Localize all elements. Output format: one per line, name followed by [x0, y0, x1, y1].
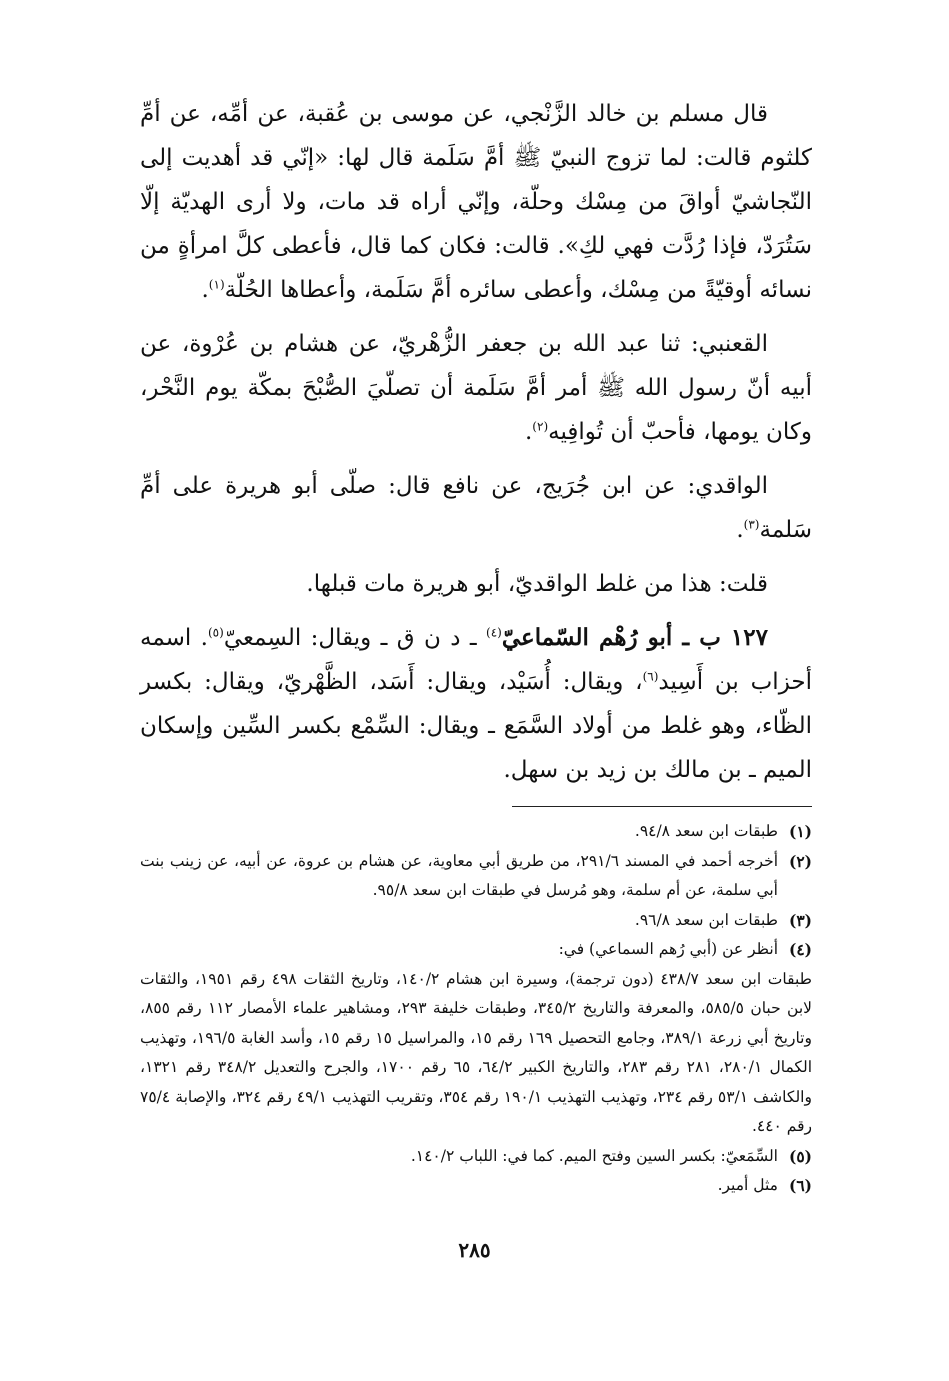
footnote-item: [140, 935, 812, 965]
footnote-divider: [512, 806, 812, 807]
paragraph-text: القعنبي: ثنا عبد الله بن جعفر الزُّهْريّ، عن هشام بن عُرْوة، عن أبيه أنّ رسول الله ﷺ أمر أمَّ سَلَمة أن تصلّيَ الصُّبْحَ بمكّة يوم النَّحْر، وكان يومها، فأحبّ أن تُوافِيه: [140, 331, 812, 445]
entry-heading: ١٢٧ ب ـ أبو رُهْم السّماعيّ: [501, 624, 768, 651]
paragraph-end: .: [524, 419, 533, 445]
footnote-text: أخرجه أحمد في المسند ٢٩١/٦، من طريق أبي معاوية، عن هشام بن عروة، عن أبيه، عن زينب بنت أبي سلمة، عن أم سلمة، وهو مُرسل في طبقات ابن سعد ٩٥/٨.: [140, 851, 778, 899]
footnote-item: [140, 1171, 812, 1201]
paragraph-1: [140, 92, 812, 312]
footnote-item-continued: [140, 965, 812, 1142]
paragraph-end: .: [201, 277, 209, 303]
paragraph-4: [140, 562, 812, 606]
footnote-text: أنظر عن (أبي رُهم السماعي) في:: [558, 940, 778, 958]
footnote-ref[interactable]: (٢): [532, 419, 549, 434]
footnote-number: (١): [788, 822, 812, 841]
footnote-ref[interactable]: (٣): [743, 517, 760, 532]
footnote-ref[interactable]: (١): [208, 277, 225, 292]
footnote-ref[interactable]: (٤): [486, 625, 502, 640]
paragraph-end: .: [736, 517, 744, 543]
footnote-number: (٥): [788, 1146, 812, 1166]
paragraph-text: الواقدي: عن ابن جُرَيج، عن نافع قال: صلّى أبو هريرة على أمِّ سَلمة: [140, 473, 812, 543]
footnote-item: [140, 906, 812, 936]
footnote-item: [140, 847, 812, 906]
footnote-number: (٤): [788, 940, 812, 959]
page-body: [140, 92, 812, 1201]
footnotes: [140, 817, 812, 1201]
paragraph-3: [140, 464, 812, 552]
footnote-text: السِّمَعيّ: بكسر السين وفتح الميم. كما في: اللباب ١٤٠/٢.: [410, 1146, 778, 1165]
footnote-item: [140, 1142, 812, 1172]
footnote-ref[interactable]: (٥): [207, 625, 224, 640]
footnote-text: مثل أمير.: [717, 1176, 778, 1194]
paragraph-2: [140, 322, 812, 454]
footnote-ref[interactable]: (٦): [642, 669, 659, 684]
biography-entry: [140, 616, 812, 792]
footnote-text: طبقات ابن سعد ٩٤/٨.: [634, 822, 778, 840]
footnote-number: (٢): [788, 851, 812, 871]
footnote-item: [140, 817, 812, 847]
entry-text: ، ويقال: أُسَيْد، ويقال: أَسَد، الظَّهْريّ، ويقال: بكسر الظّاء، وهو غلط من أولاد السَّمَع ـ ويقال: السِّمْع بكسر السِّين وإسكان الميم ـ بن مالك بن زيد بن سهل.: [140, 669, 812, 783]
entry-text: ـ د ن ق ـ ويقال: السِمعيّ: [223, 625, 486, 651]
footnote-text: طبقات ابن سعد ٩٦/٨.: [634, 910, 778, 929]
footnote-text: طبقات ابن سعد ٤٣٨/٧ (دون ترجمة)، وسيرة ابن هشام ١٤٠/٢، وتاريخ الثقات ٤٩٨ رقم ١٩٥١، والثقات لابن حبان ٥٨٥/٥، والمعرفة والتاريخ ٣٤٥/٢، وطبقات خليفة ٢٩٣، ومشاهير علماء الأمصار ١١٢ رقم ٨٥٥، وتاريخ أبي زرعة ٣٨٩/١، وجامع التحصيل ١٦٩ رقم ١٥، والمراسيل ١٥ رقم ١٥، وأسد الغابة ١٩٦/٥، وتهذيب الكمال ٢٨٠/١، ٢٨١ رقم ٢٨٣، والتاريخ الكبير ٦٤/٢، ٦٥ رقم ١٧٠٠، والجرح والتعديل ٣٤٨/٢ رقم ١٣٢١، والكاشف ٥٣/١ رقم ٢٣٤، وتهذيب التهذيب ١٩٠/١ رقم ٣٥٤، وتقريب التهذيب ٤٩/١ رقم ٣٢٤، والإصابة ٧٥/٤ رقم ٤٤٠.: [140, 969, 813, 1135]
paragraph-text: قلت: هذا من غلط الواقديّ، أبو هريرة مات قبلها.: [306, 571, 768, 597]
footnote-number: (٣): [788, 910, 812, 930]
entry-text: . اسمه أحزاب بن أَسِيد: [140, 625, 812, 695]
paragraph-text: قال مسلم بن خالد الزَّنْجي، عن موسى بن عُقبة، عن أمِّه، عن أمِّ كلثوم قالت: لما تزوج النبيّ ﷺ أمَّ سَلَمة قال لها: «إنّي قد أهديت إلى النّجاشيّ أواقَ من مِسْك وحلّة، وإنّي أراه قد مات، ولا أرى الهديّة إلّا سَتُرَدّ، فإذا رُدَّت فهي لكِ». قالت: فكان كما قال، فأعطى كلَّ امرأةٍ من نسائه أوقيّةً من مِسْك، وأعطى سائره أمَّ سَلَمة، وأعطاها الحُلّة: [140, 101, 812, 303]
page-number: ٢٨٥: [458, 1238, 491, 1262]
footnote-number: (٦): [788, 1176, 812, 1195]
